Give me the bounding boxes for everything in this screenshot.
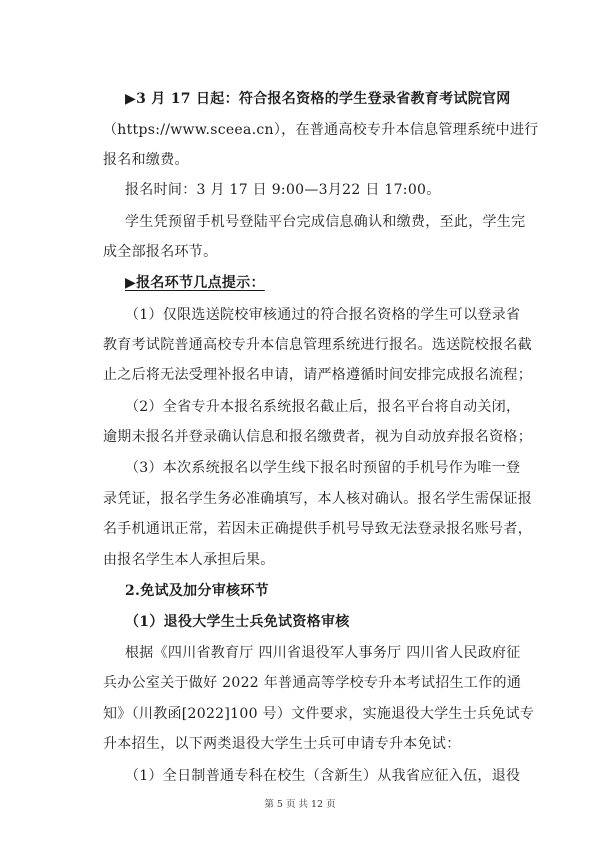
line-text: （1）仅限选送院校审核通过的符合报名资格的学生可以登录省 [125,307,521,323]
paragraph-line [125,305,520,325]
paragraph-line [125,458,520,478]
line-text: 成全部报名环节。 [103,244,218,260]
line-text: （1）全日制普通专科在校生（含新生）从我省应征入伍，退役 [125,768,521,784]
paragraph-line [125,643,521,663]
line-text: 学生凭预留手机号登陆平台完成信息确认和缴费，至此，学生完 [125,214,526,230]
line-text: （https://www.sceea.cn），在普通高校专升本信息管理系统中进行 [103,122,539,138]
heading-text: （1）退役大学生士兵免试资格审核 [125,614,350,630]
line-text: 名手机通讯正常，若因未正确提供手机号导致无法登录报名账号者， [103,521,532,537]
paragraph-line [103,550,275,570]
line-text: 逾期未报名并登录确认信息和报名缴费者，视为自动放弃报名资格； [103,429,532,445]
paragraph-line [103,365,532,385]
paragraph-line [103,489,532,509]
line-text: （3）本次系统报名以学生线下报名时预留的手机号作为唯一登 [125,460,521,476]
line-text: 报名和缴费。 [103,152,189,168]
paragraph-line [125,397,520,417]
paragraph-line [103,335,532,355]
paragraph-line [103,242,217,262]
paragraph-line [125,180,441,200]
line-text: 止之后将无法受理补报名申请，请严格遵循时间安排完成报名流程； [103,367,532,383]
paragraph-line [103,704,534,724]
paragraph-line [103,734,461,754]
paragraph-line [103,673,521,693]
line-text: 升本招生，以下两类退役大学生士兵可申请专升本免试： [103,736,461,752]
line-text: 教育考试院普通高校专升本信息管理系统进行报名。选送院校报名截 [103,337,532,353]
line-text: ▶3 月 17 日起：符合报名资格的学生登录省教育考试院官网 [125,91,511,107]
paragraph-line [103,150,189,170]
section-heading [125,273,265,293]
paragraph-line [125,89,511,109]
paragraph-line [103,120,539,140]
paragraph-line [103,519,532,539]
line-text: 兵办公室关于做好 2022 年普通高等学校专升本考试招生工作的通 [103,675,522,691]
line-text: 知》（川教函[2022]100 号）文件要求，实施退役大学生士兵免试专 [103,706,535,722]
line-text: 由报名学生本人承担后果。 [103,552,275,568]
paragraph-line [125,766,520,786]
line-text: （2）全省专升本报名系统报名截止后，报名平台将自动关闭， [125,399,521,415]
heading-text: ▶报名环节几点提示： [125,275,265,291]
paragraph-line [125,212,525,232]
paragraph-line [103,427,532,447]
page-footer: 第 5 页 共 12 页 [264,799,336,810]
subsection-heading [125,612,350,632]
line-text: 录凭证，报名学生务必准确填写，本人核对确认。报名学生需保证报 [103,491,532,507]
line-text: 根据《四川省教育厅 四川省退役军人事务厅 四川省人民政府征 [125,645,521,661]
heading-text: 2.免试及加分审核环节 [125,583,269,599]
section-heading [125,581,269,601]
line-text: 报名时间：3 月 17 日 9:00—3月22 日 17:00。 [125,182,441,198]
